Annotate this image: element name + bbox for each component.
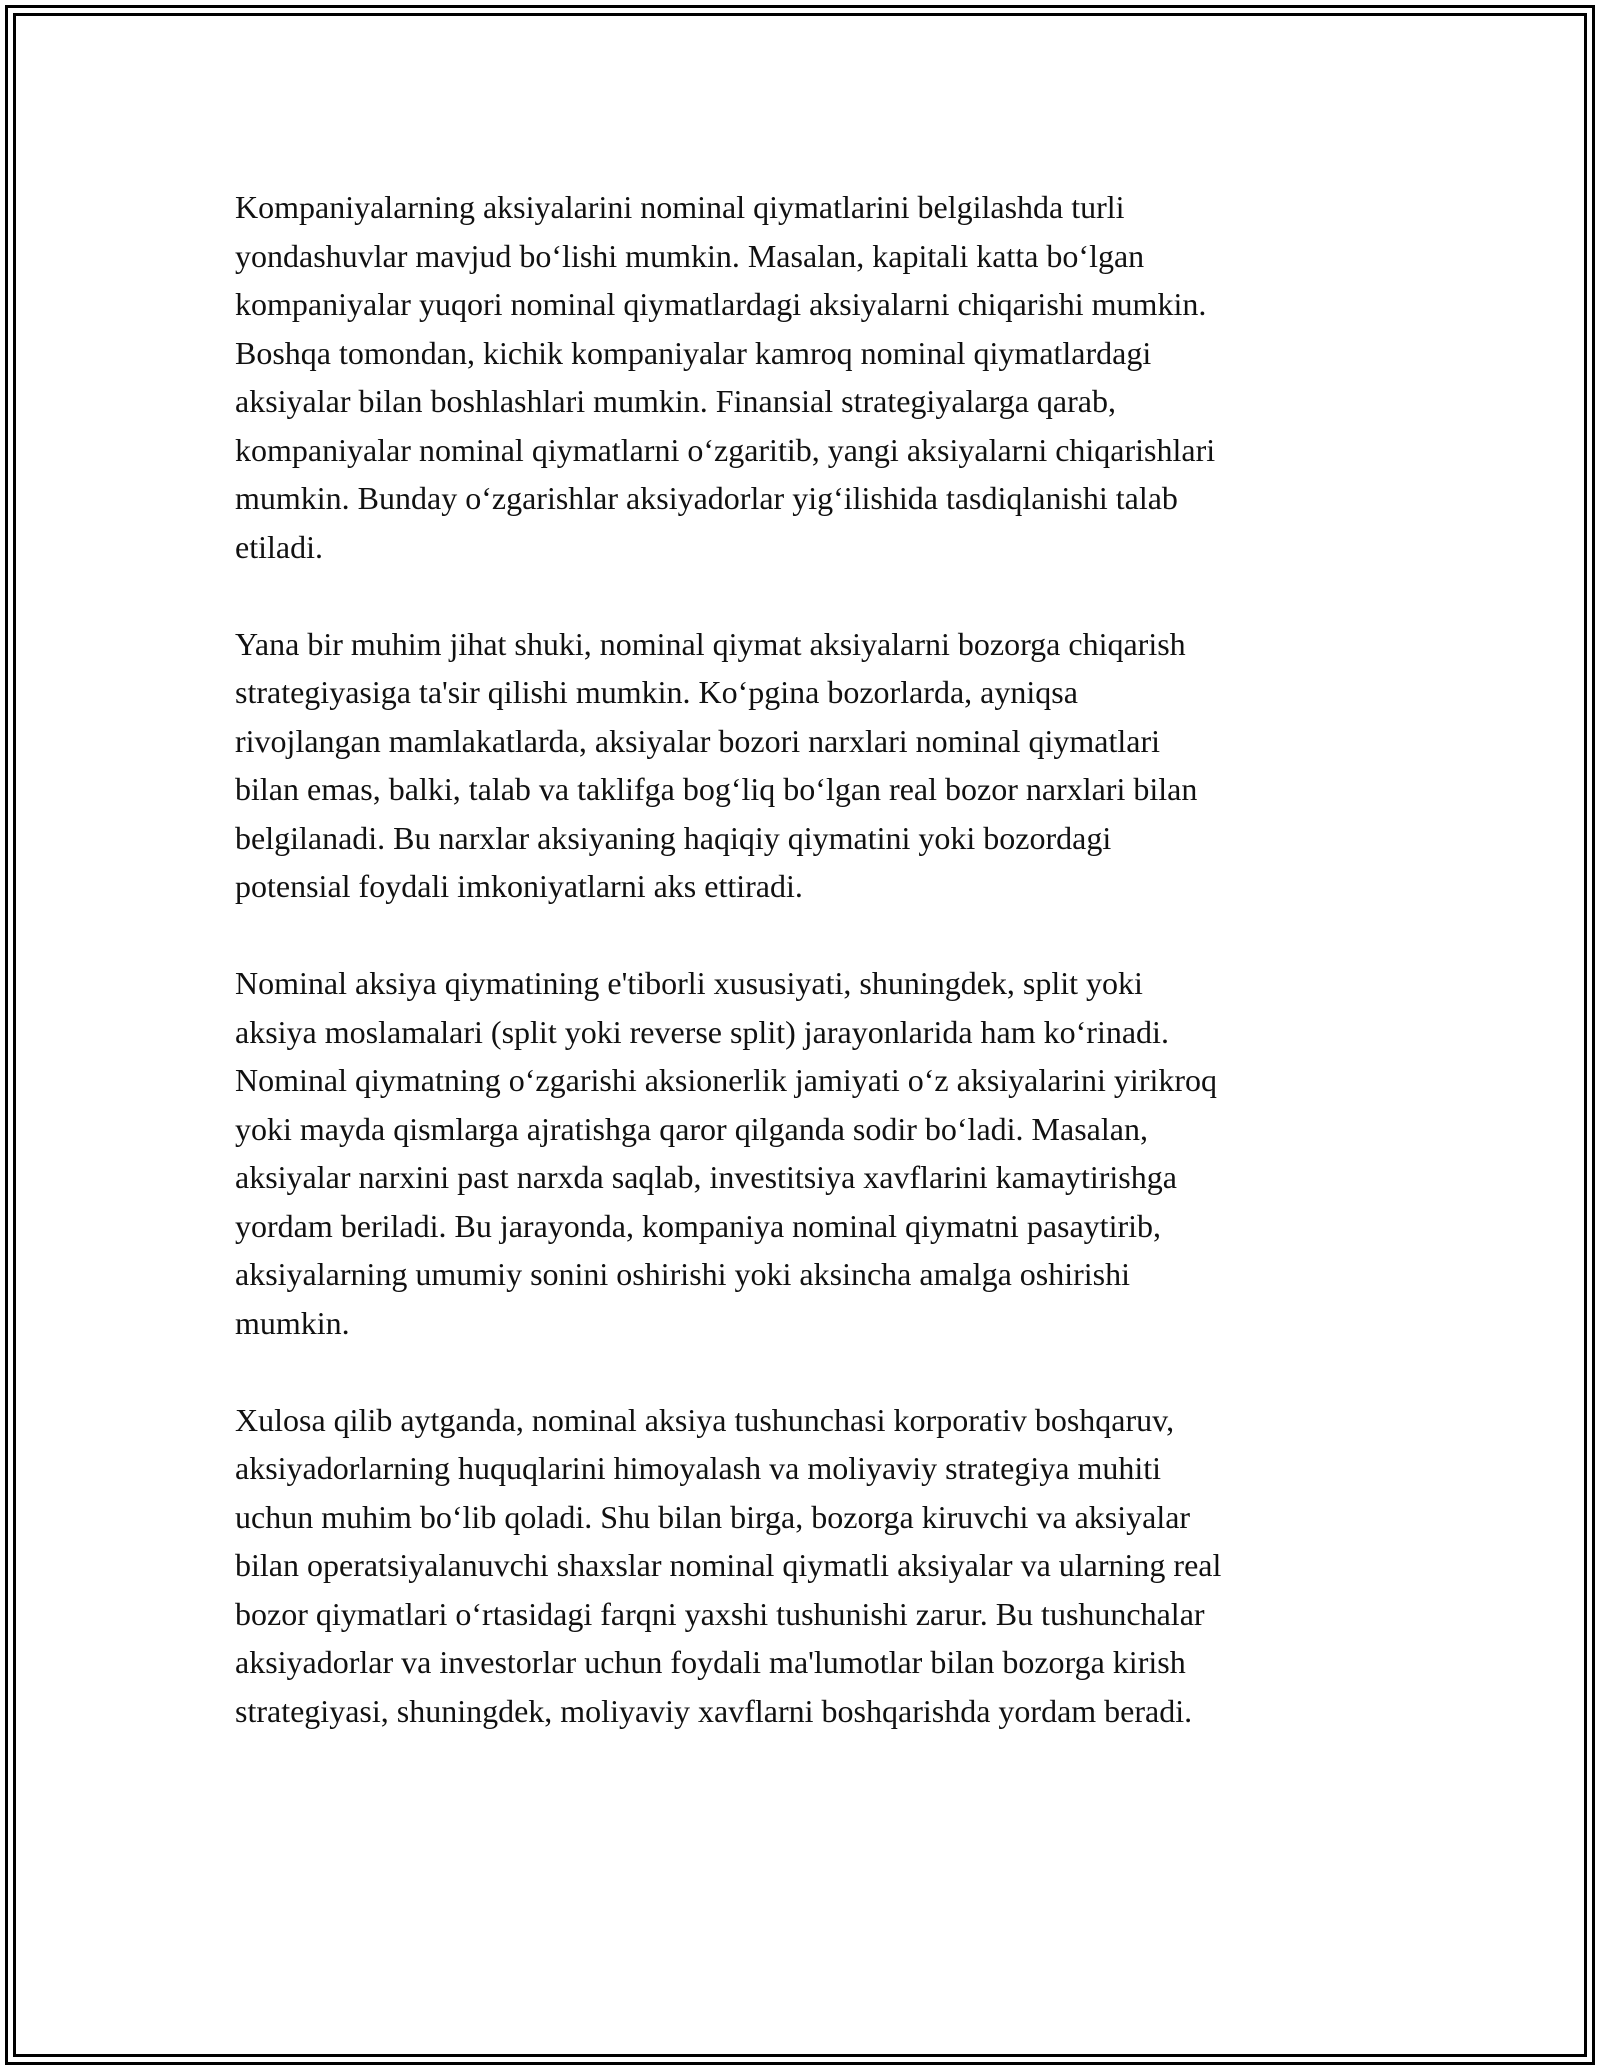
text-line: yoki mayda qismlarga ajratishga qaror qilganda sodir bo‘ladi. Masalan, [235,1110,1148,1147]
text-line: bilan operatsiyalanuvchi shaxslar nominal qiymatli aksiyalar va ularning real [235,1547,1222,1583]
text-line: Boshqa tomondan, kichik kompaniyalar kamroq nominal qiymatlardagi [235,334,1152,371]
text-line: Nominal qiymatning o‘zgarishi aksionerlik jamiyati o‘z aksiyalarini yirikroq [235,1062,1217,1098]
text-line: aksiyalarning umumiy sonini oshirishi yoki aksincha amalga oshirishi [235,1256,1130,1292]
text-line: aksiyalar bilan boshlashlari mumkin. Finansial strategiyalarga qarab, [235,383,1116,419]
text-line: bozor qiymatlari o‘rtasidagi farqni yaxshi tushunishi zarur. Bu tushunchalar [235,1595,1205,1632]
text-line: belgilanadi. Bu narxlar aksiyaning haqiqiy qiymatini yoki bozordagi [235,819,1112,856]
text-line: Xulosa qilib aytganda, nominal aksiya tushunchasi korporativ boshqaruv, [235,1401,1175,1438]
text-line: kompaniyalar nominal qiymatlarni o‘zgaritib, yangi aksiyalarni chiqarishlari [235,431,1216,468]
text-line: aksiyalar narxini past narxda saqlab, investitsiya xavflarini kamaytirishga [235,1159,1177,1195]
text-line: mumkin. [235,1304,350,1341]
text-line: etiladi. [235,528,323,565]
text-line: Yana bir muhim jihat shuki, nominal qiymat aksiyalarni bozorga chiqarish [235,625,1186,662]
paragraph-3 [235,959,1375,1347]
text-line: uchun muhim bo‘lib qoladi. Shu bilan birga, bozorga kiruvchi va aksiyalar [235,1498,1191,1535]
paragraph-2 [235,620,1375,911]
text-line: Nominal aksiya qiymatining e'tiborli xususiyati, shuningdek, split yoki [235,965,1143,1001]
text-line: kompaniyalar yuqori nominal qiymatlardagi aksiyalarni chiqarishi mumkin. [235,286,1207,322]
paragraph-4 [235,1396,1375,1736]
text-line: strategiyasi, shuningdek, moliyaviy xavflarni boshqarishda yordam beradi. [235,1692,1193,1729]
text-line: aksiyadorlarning huquqlarini himoyalash va moliyaviy strategiya muhiti [235,1450,1162,1486]
document-body [235,183,1375,1784]
text-line: aksiyadorlar va investorlar uchun foydali ma'lumotlar bilan bozorga kirish [235,1644,1186,1680]
paragraph-1 [235,183,1375,571]
text-line: bilan emas, balki, talab va taklifga bog‘liq bo‘lgan real bozor narxlari bilan [235,771,1198,807]
text-line: rivojlangan mamlakatlarda, aksiyalar bozori narxlari nominal qiymatlari [235,722,1160,759]
text-line: yordam beriladi. Bu jarayonda, kompaniya nominal qiymatni pasaytirib, [235,1207,1161,1244]
text-line: potensial foydali imkoniyatlarni aks ettiradi. [235,868,803,904]
text-line: mumkin. Bunday o‘zgarishlar aksiyadorlar yig‘ilishida tasdiqlanishi talab [235,480,1178,516]
text-line: strategiyasiga ta'sir qilishi mumkin. Ko‘pgina bozorlarda, ayniqsa [235,674,1078,710]
text-line: aksiya moslamalari (split yoki reverse split) jarayonlarida ham ko‘rinadi. [235,1013,1169,1050]
text-line: yondashuvlar mavjud bo‘lishi mumkin. Masalan, kapitali katta bo‘lgan [235,237,1145,274]
text-line: Kompaniyalarning aksiyalarini nominal qiymatlarini belgilashda turli [235,189,1125,225]
